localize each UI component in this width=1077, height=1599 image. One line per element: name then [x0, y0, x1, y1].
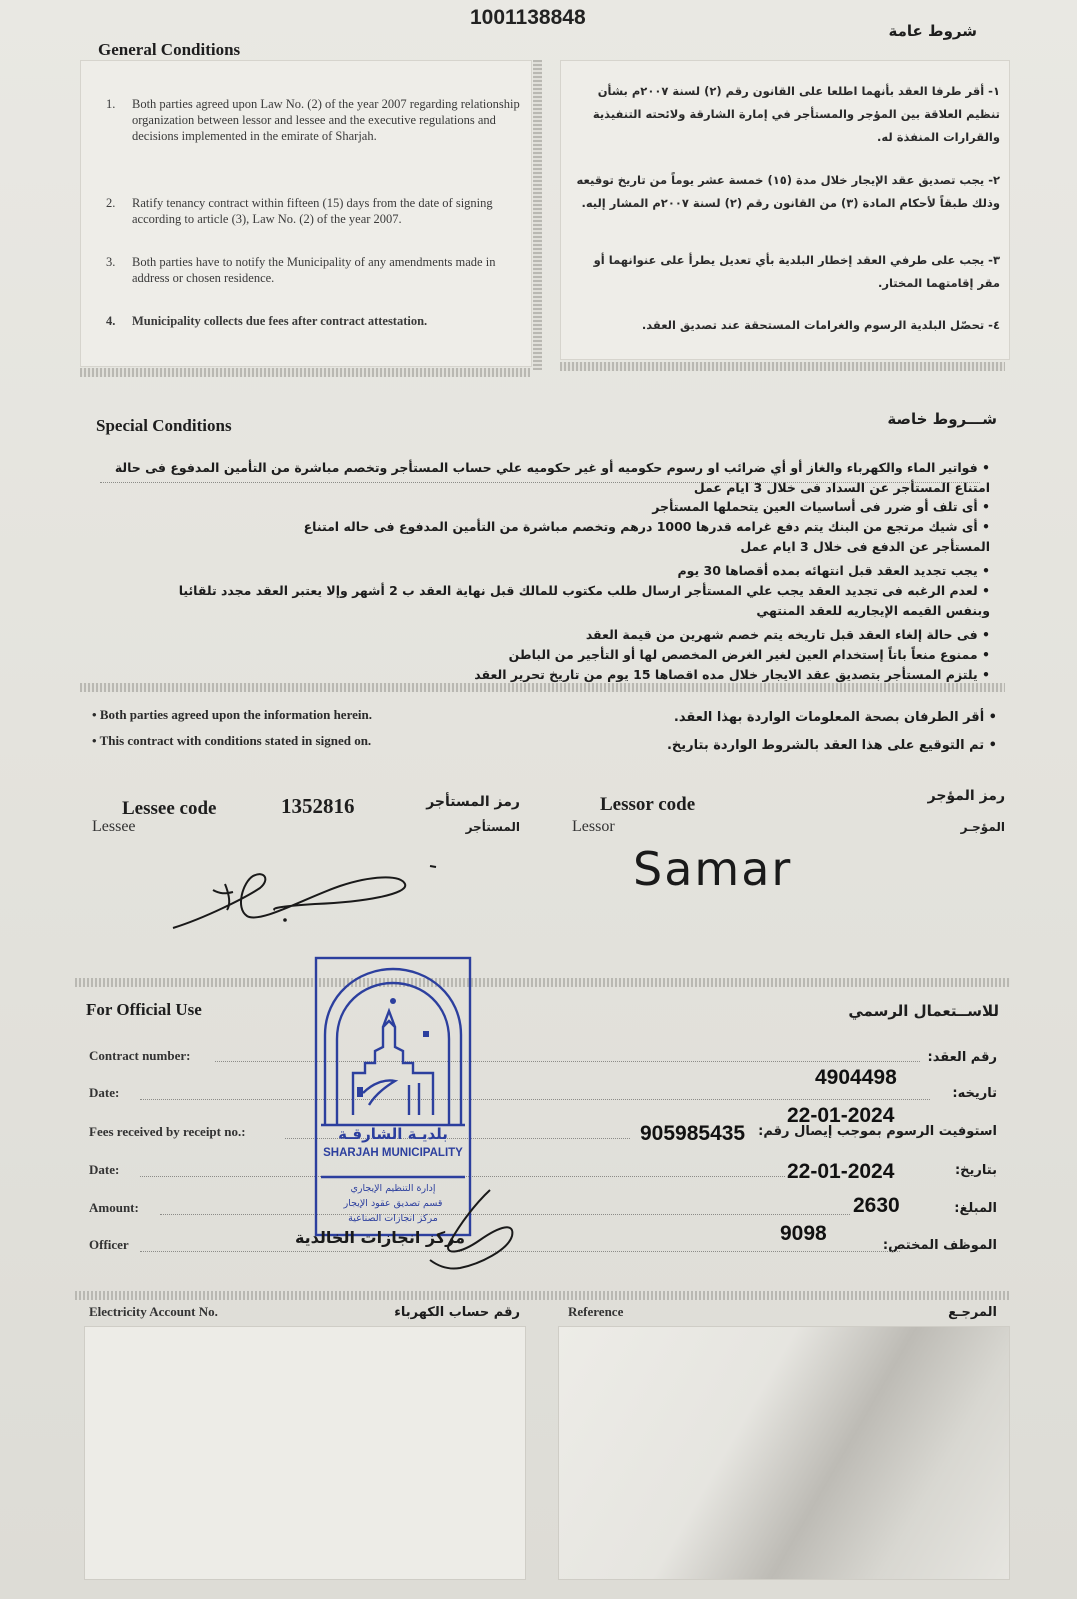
item-text: Both parties agreed upon Law No. (2) of the year 2007 regarding relationship organization between lessor and lessee and the executive regulations and decisions implemented in the emirate of Sharjah.	[132, 97, 520, 143]
general-condition-ar-3: ٣- يجب على طرفي العقد إخطار البلدية بأي تعديل يطرأ على عنوانهما أو مقر إقامتهما المختار.	[593, 253, 1000, 290]
fees-receipt-label: Fees received by receipt no.:	[89, 1124, 246, 1139]
stamp-handwritten-center: مركز انجازات الخالدية	[294, 1228, 465, 1247]
officer-label-ar: الموظف المختص:	[882, 1238, 997, 1253]
lessee-code-label: Lessee code	[122, 798, 217, 819]
officer-value: 9098	[780, 1222, 827, 1245]
item-text: يجب تجديد العقد قبل انتهائه بمده أقصاها 30 يوم	[677, 563, 978, 578]
electricity-account-label: Electricity Account No.	[89, 1304, 218, 1319]
general-condition-ar-1: ١- أقر طرفا العقد بأنهما اطلعا على القانون رقم (٢) لسنة ٢٠٠٧م بشأن تنظيم العلاقة بين المؤجر والمستأجر في إمارة الشارقة ولائحته التنفيذية والقرارات المنفذة له.	[592, 84, 1000, 144]
general-condition-ar-2: ٢- يجب تصديق عقد الإيجار خلال مدة (١٥) خمسة عشر يوماً من تاريخ توقيعه وذلك طبقاً لأحكام المادة (٣) من القانون رقم (٢) لسنة ٢٠٠٧م المشار إليه.	[576, 173, 1000, 210]
special-condition-5: • لعدم الرغبه فى تجديد العقد يجب علي المستأجر ارسال طلب مكتوب للمالك قبل نهاية العقد ب 2 أشهر وإلا يعتبر العقد مجدد تلقائيا وبنفس القيمه الإيجاريه للعقد المنتهي	[178, 583, 990, 618]
item-text: فواتير الماء والكهرباء والغاز أو أي ضرائب او رسوم حكوميه أو غير حكوميه علي حساب المستأجر وتخصم مباشرة من التأمين المدفوع فى حالة امتناع المستأجر عن السداد فى خلال 3 ايام عمل	[114, 460, 990, 495]
lessor-label: Lessor	[572, 818, 615, 835]
item-text: Both parties have to notify the Municipality of any amendments made in address or chosen residence.	[132, 255, 496, 285]
lessee-label-ar: المستأجر	[465, 820, 520, 834]
special-condition-1: • فواتير الماء والكهرباء والغاز أو أي ضرائب او رسوم حكوميه أو غير حكوميه علي حساب المستأجر وتخصم مباشرة من التأمين المدفوع فى حالة امتناع المستأجر عن السداد فى خلال 3 ايام عمل	[114, 460, 990, 495]
special-condition-6: • فى حالة إلغاء العقد قبل تاريخه يتم خصم شهرين من قيمة العقد	[585, 627, 990, 642]
divider	[75, 1291, 1010, 1300]
general-condition-ar-4: ٤- تحصّل البلدية الرسوم والغرامات المستحقة عند تصديق العقد.	[641, 318, 1000, 332]
stamp-dept-3: مركز انجازات الصناعية	[348, 1213, 438, 1224]
dotted-line	[140, 1099, 930, 1100]
contract-number-value: 4904498	[815, 1066, 897, 1089]
general-condition-en-3	[106, 254, 524, 286]
reference-box	[558, 1326, 1010, 1580]
lessee-code-value: 1352816	[281, 794, 355, 818]
payment-date-value: 22-01-2024	[787, 1160, 895, 1183]
agreement-en-1: • Both parties agreed upon the information herein.	[92, 707, 372, 722]
item-text: This contract with conditions stated in signed on.	[99, 733, 372, 748]
general-condition-en-2	[106, 195, 524, 227]
item-number: 4.	[106, 314, 116, 328]
reference-label-ar: المرجـع	[948, 1305, 997, 1320]
divider	[80, 368, 530, 377]
date-value: 22-01-2024	[787, 1104, 895, 1127]
officer-signature	[420, 1184, 540, 1274]
stamp-dept-2: قسم تصديق عقود الإيجار	[343, 1198, 443, 1209]
item-number: 1.	[106, 97, 116, 111]
stamp-name-en: SHARJAH MUNICIPALITY	[323, 1147, 463, 1159]
general-condition-en-1	[106, 96, 524, 144]
stamp-name-ar: بلديـة الشارقـة	[338, 1125, 448, 1143]
lessor-signature: Samar	[633, 842, 793, 896]
general-conditions-title-ar: شروط عامة	[888, 22, 977, 40]
serial-number: 1001138848	[470, 6, 586, 29]
officer-label: Officer	[89, 1237, 129, 1252]
item-text: أى تلف أو ضرر فى أساسيات العين يتحملها المستأجر	[652, 499, 978, 514]
general-conditions-title-en: General Conditions	[98, 40, 241, 59]
payment-date-label: Date:	[89, 1162, 120, 1177]
lessor-label-ar: المؤجـر	[960, 820, 1005, 834]
electricity-account-label-ar: رقم حساب الكهرباء	[394, 1305, 520, 1320]
electricity-account-box	[84, 1326, 526, 1580]
dotted-line	[100, 482, 980, 483]
amount-label-ar: المبلغ:	[954, 1201, 997, 1216]
divider	[560, 362, 1005, 371]
agreement-ar-1: • أقر الطرفان بصحة المعلومات الواردة بهذا العقد.	[673, 710, 997, 725]
special-condition-3: • أى شيك مرتجع من البنك يتم دفع غرامه قدرها 1000 درهم وتخصم مباشرة من التأمين المدفوع فى حاله امتناع المستأجر عن الدفع فى خلال 3 ايام عمل	[303, 519, 990, 554]
lessee-code-label-ar: رمز المستأجر	[426, 794, 520, 810]
lessor-code-label-ar: رمز المؤجر	[927, 788, 1005, 804]
special-condition-8: • يلتزم المستأجر بتصديق عقد الايجار خلال مده اقصاها 15 يوم من تاريخ تحرير العقد	[474, 667, 990, 682]
amount-label: Amount:	[89, 1200, 139, 1215]
item-text: Ratify tenancy contract within fifteen (15) days from the date of signing according to article (3), Law No. (2) of the year 2007.	[132, 196, 493, 226]
receipt-number-value: 905985435	[640, 1122, 746, 1145]
item-text: يلتزم المستأجر بتصديق عقد الايجار خلال مده اقصاها 15 يوم من تاريخ تحرير العقد	[474, 667, 978, 682]
item-text: تم التوقيع على هذا العقد بالشروط الواردة بتاريخ.	[666, 738, 985, 753]
special-condition-2: • أى تلف أو ضرر فى أساسيات العين يتحملها المستأجر	[652, 499, 990, 514]
item-number: 2.	[106, 196, 116, 210]
special-conditions-title-en: Special Conditions	[96, 416, 232, 435]
item-text: لعدم الرغبه فى تجديد العقد يجب علي المستأجر ارسال طلب مكتوب للمالك قبل نهاية العقد ب 2 أشهر وإلا يعتبر العقد مجدد تلقائيا وبنفس القيمه الإيجاريه للعقد المنتهي	[178, 583, 990, 618]
divider	[533, 60, 542, 370]
special-condition-4: • يجب تجديد العقد قبل انتهائه بمده أقصاها 30 يوم	[677, 563, 990, 578]
item-text: Both parties agreed upon the information herein.	[99, 707, 372, 722]
fees-receipt-label-ar: استوفيت الرسوم بموجب إيصال رقم:	[758, 1124, 997, 1139]
divider	[75, 978, 1010, 987]
item-text: أقر الطرفان بصحة المعلومات الواردة بهذا العقد.	[673, 710, 985, 725]
date-label: Date:	[89, 1085, 120, 1100]
official-use-title-en: For Official Use	[86, 1000, 202, 1019]
item-text: Municipality collects due fees after contract attestation.	[132, 314, 428, 328]
special-condition-7: • ممنوع منعاً باتاً إستخدام العين لغير الغرض المخصص لها أو التأجير من الباطن	[508, 647, 990, 662]
official-use-title-ar: للاســتعمال الرسمي	[848, 1002, 999, 1020]
payment-date-label-ar: بتاريخ:	[954, 1163, 997, 1178]
agreement-ar-2: • تم التوقيع على هذا العقد بالشروط الواردة بتاريخ.	[666, 738, 997, 753]
general-condition-en-4	[106, 313, 524, 329]
contract-number-label: Contract number:	[89, 1048, 191, 1063]
item-text: فى حالة إلغاء العقد قبل تاريخه يتم خصم شهرين من قيمة العقد	[585, 627, 978, 642]
item-text: أى شيك مرتجع من البنك يتم دفع غرامه قدرها 1000 درهم وتخصم مباشرة من التأمين المدفوع فى حاله امتناع المستأجر عن الدفع فى خلال 3 ايام عمل	[303, 519, 990, 554]
special-conditions-title-ar: شـــروط خاصة	[887, 410, 997, 428]
reference-label: Reference	[568, 1304, 624, 1319]
amount-value: 2630	[853, 1194, 900, 1217]
agreement-en-2: • This contract with conditions stated in signed on.	[92, 733, 372, 748]
item-number: 3.	[106, 255, 116, 269]
lessee-signature	[165, 848, 455, 948]
stamp-dept-1: إدارة التنظيم الإيجاري	[350, 1183, 436, 1194]
item-text: ممنوع منعاً باتاً إستخدام العين لغير الغرض المخصص لها أو التأجير من الباطن	[508, 647, 978, 662]
lessee-label: Lessee	[92, 818, 136, 835]
lessor-code-label: Lessor code	[600, 794, 696, 815]
date-label-ar: تاريخه:	[952, 1086, 997, 1101]
contract-number-label-ar: رقم العقد:	[927, 1050, 997, 1065]
